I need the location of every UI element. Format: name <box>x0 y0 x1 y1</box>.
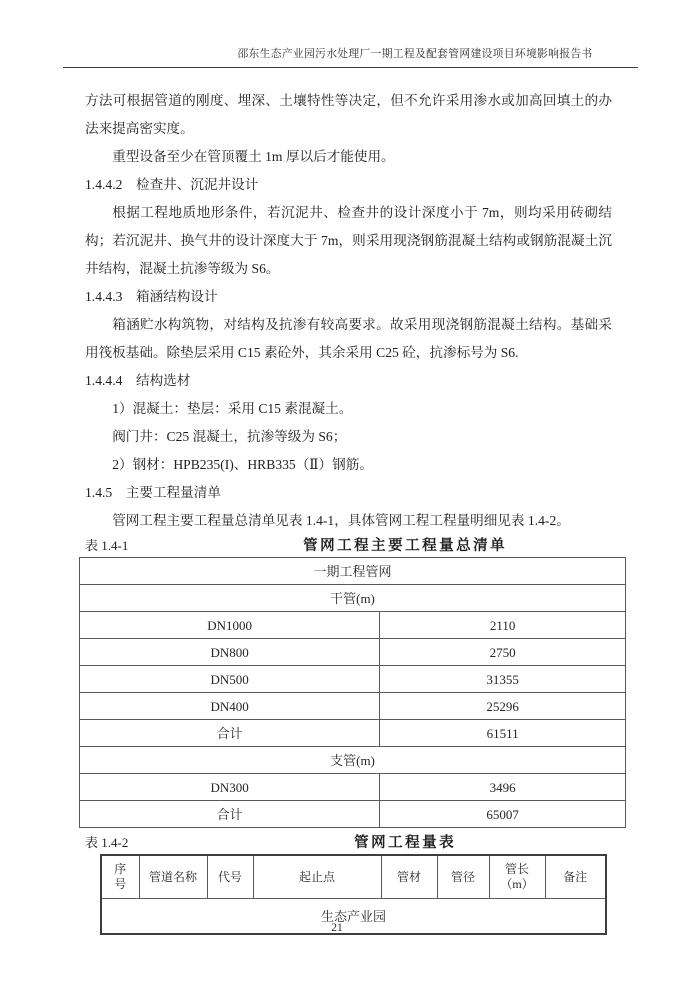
page-number: 21 <box>331 922 343 934</box>
total-value-cell: 61511 <box>380 720 626 747</box>
table-row <box>80 639 626 666</box>
header-title: 邵东生态产业园污水处理厂一期工程及配套管网建设项目环境影响报告书 <box>237 48 593 60</box>
pipe-name-cell: DN500 <box>80 666 380 693</box>
table1-caption <box>85 535 612 557</box>
pipe-length-cell: 25296 <box>380 693 626 720</box>
pipe-name-cell: DN300 <box>80 774 380 801</box>
list-item-concrete: 1）混凝土：垫层：采用 C15 素混凝土。 <box>112 401 353 416</box>
paragraph-table-reference: 管网工程主要工程量总清单见表 1.4-1，具体管网工程工程量明细见表 1.4-2。 <box>112 513 570 528</box>
pipe-length-cell: 3496 <box>380 774 626 801</box>
column-header-remark: 备注 <box>545 855 606 899</box>
document-body <box>85 87 612 935</box>
section-heading-1444: 1.4.4.4 结构选材 <box>85 373 191 388</box>
total-value-cell: 65007 <box>380 801 626 828</box>
table2-caption <box>85 832 612 854</box>
column-header-code: 代号 <box>207 855 253 899</box>
pipe-length-cell: 31355 <box>380 666 626 693</box>
pipe-length-cell: 2750 <box>380 639 626 666</box>
column-header-pipe-name: 管道名称 <box>139 855 207 899</box>
pipe-name-cell: DN800 <box>80 639 380 666</box>
list-item-steel: 2）钢材：HPB235(I)、HRB335（Ⅱ）钢筋。 <box>112 457 373 472</box>
table-row <box>80 558 626 585</box>
column-header-material: 管材 <box>381 855 437 899</box>
table-row <box>80 801 626 828</box>
list-item-valve-well: 阀门井：C25 混凝土，抗渗等级为 S6； <box>112 429 347 444</box>
section-header-cell: 一期工程管网 <box>80 558 626 585</box>
group-header-cell: 支管(m) <box>80 747 626 774</box>
total-label-cell: 合计 <box>80 720 380 747</box>
pipe-length-cell: 2110 <box>380 612 626 639</box>
table2-title: 管网工程量表 <box>354 835 457 851</box>
paragraph-box-culvert: 箱涵贮水构筑物，对结构及抗渗有较高要求。故采用现浇钢筋混凝土结构。基础采用筏板基础。除垫层采用 C15 素砼外，其余采用 C25 砼，抗渗标号为 S6. <box>85 317 612 360</box>
pipeline-summary-table <box>79 557 626 828</box>
section-heading-1442: 1.4.4.2 检查井、沉泥井设计 <box>85 177 259 192</box>
table-row <box>80 585 626 612</box>
column-header-endpoints: 起止点 <box>253 855 381 899</box>
column-header-seq: 序号 <box>101 855 139 899</box>
table-row <box>80 666 626 693</box>
table2-label: 表 1.4-2 <box>85 835 129 850</box>
column-header-diameter: 管径 <box>437 855 489 899</box>
table-header-row <box>101 855 606 899</box>
section-heading-145: 1.4.5 主要工程量清单 <box>85 485 221 500</box>
total-label-cell: 合计 <box>80 801 380 828</box>
table1-title: 管网工程主要工程量总清单 <box>303 538 508 554</box>
group-header-cell: 干管(m) <box>80 585 626 612</box>
section-heading-1443: 1.4.4.3 箱涵结构设计 <box>85 289 218 304</box>
paragraph-well-design: 根据工程地质地形条件，若沉泥井、检查井的设计深度小于 7m，则均采用砖砌结构；若沉泥井、换气井的设计深度大于 7m，则采用现浇钢筋混凝土结构或钢筋混凝土沉井结构，混凝土抗渗等级为 S6。 <box>85 205 612 276</box>
header-divider <box>63 67 638 68</box>
paragraph-heavy-equipment: 重型设备至少在管顶覆土 1m 厚以后才能使用。 <box>112 149 395 164</box>
table-row <box>80 720 626 747</box>
table-row <box>80 693 626 720</box>
column-header-length: 管长（m） <box>489 855 545 899</box>
pipe-name-cell: DN1000 <box>80 612 380 639</box>
section-header-cell: 生态产业园 <box>101 899 606 935</box>
table1-label: 表 1.4-1 <box>85 538 129 553</box>
table-row <box>80 747 626 774</box>
table-row <box>80 612 626 639</box>
table-row <box>80 774 626 801</box>
pipe-name-cell: DN400 <box>80 693 380 720</box>
paragraph-backfill: 方法可根据管道的刚度、埋深、土壤特性等决定，但不允许采用渗水或加高回填土的办法来提高密实度。 <box>85 93 612 136</box>
